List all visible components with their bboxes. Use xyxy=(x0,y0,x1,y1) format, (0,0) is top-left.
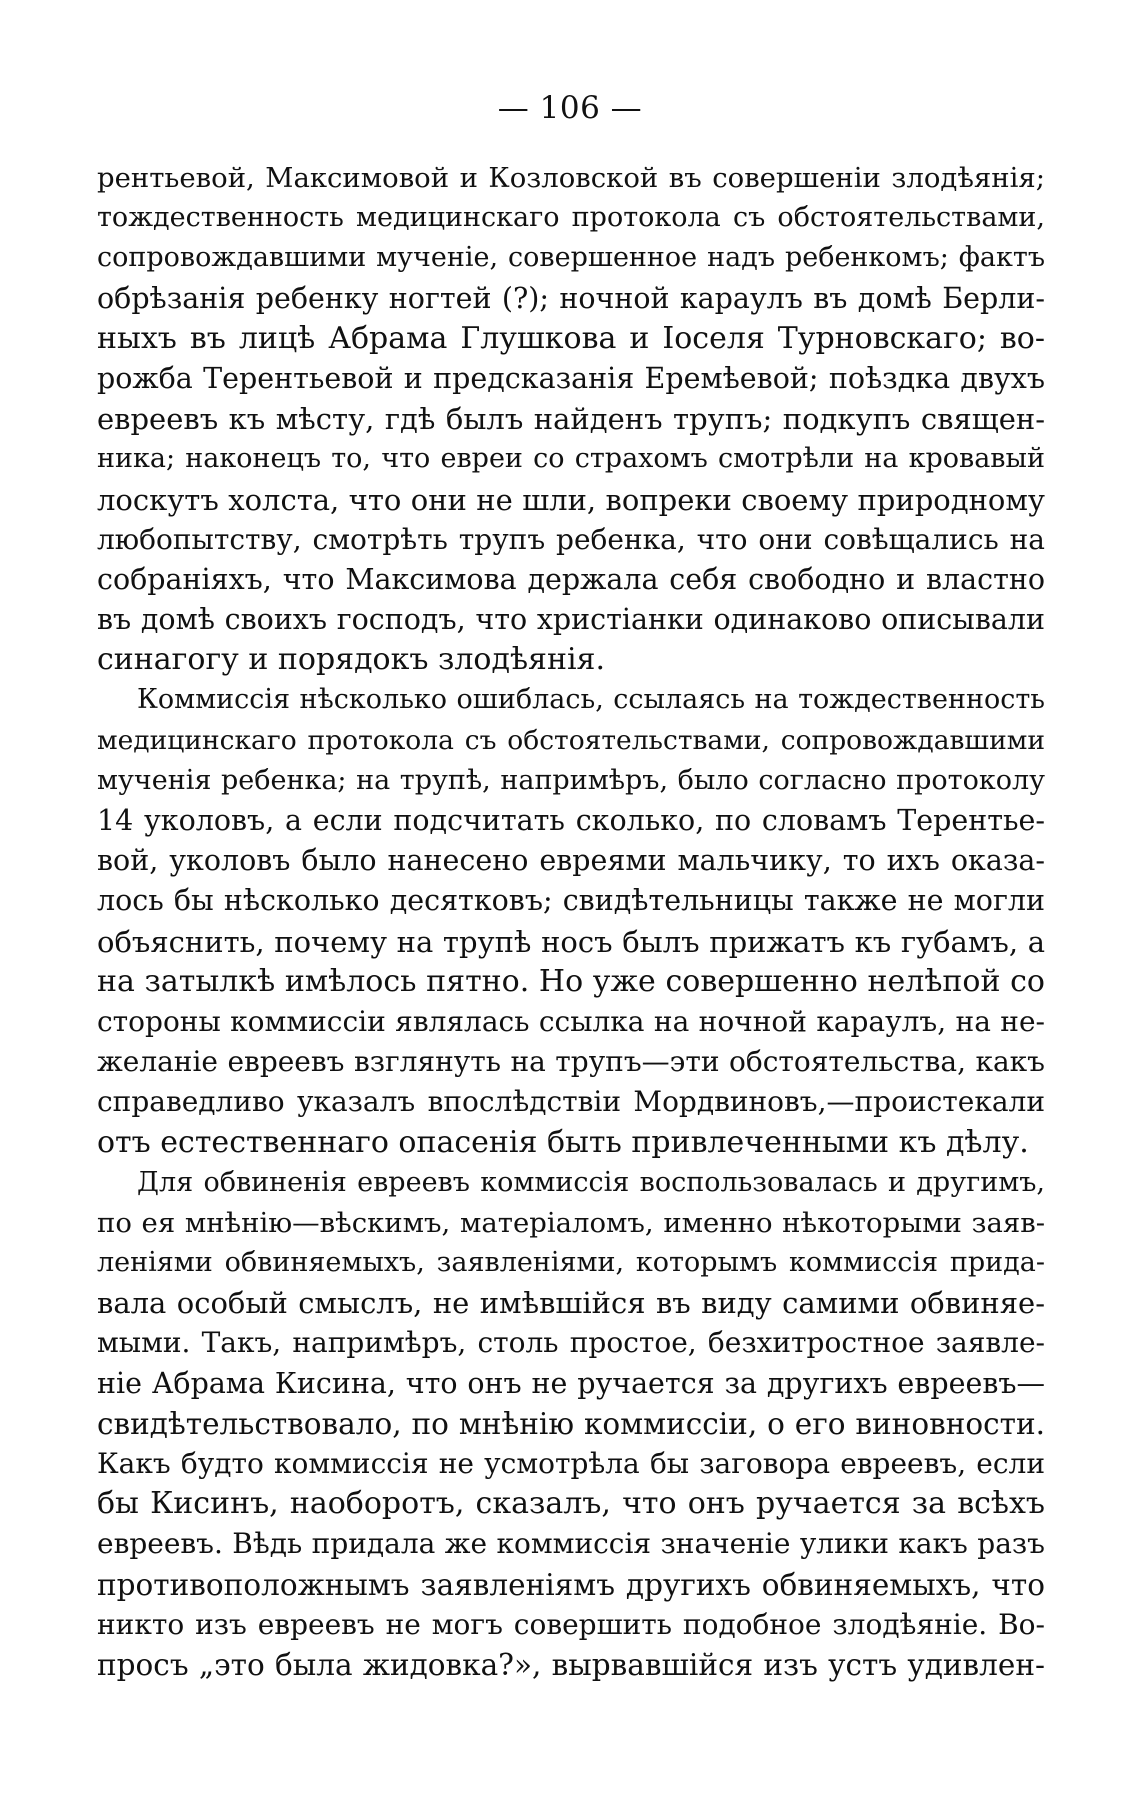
text-line: желаніе евреевъ взглянуть на трупъ—эти обстоятельства, какъ xyxy=(97,1045,1045,1079)
text-line: евреевъ. Вѣдь придала же коммиссія значеніе улики какъ разъ xyxy=(97,1527,1045,1561)
text-line: по ея мнѣнію—вѣскимъ, матеріаломъ, именно нѣкоторыми заяв- xyxy=(97,1206,1045,1239)
text-line: справедливо указалъ впослѣдствіи Мордвиновъ,—проистекали xyxy=(97,1085,1045,1119)
text-line: рожба Терентьевой и предсказанія Еремѣевой; поѣздка двухъ xyxy=(97,361,1045,395)
text-line: лось бы нѣсколько десятковъ; свидѣтельницы также не могли xyxy=(97,884,1045,918)
text-line: рентьевой, Максимовой и Козловской въ совершеніи злодѣянія; xyxy=(97,162,1045,194)
text-line: синагогу и порядокъ злодѣянія. xyxy=(97,642,606,678)
text-line: медицинскаго протокола съ обстоятельствами, сопровождавшими xyxy=(97,724,1045,756)
text-line: никто изъ евреевъ не могъ совершить подобное злодѣяніе. Во- xyxy=(97,1607,1045,1641)
body-text xyxy=(97,158,1045,1685)
text-line: мыми. Такъ, напримѣръ, столь простое, безхитростное заявле- xyxy=(97,1326,1045,1360)
text-line: на затылкѣ имѣлось пятно. Но уже совершенно нелѣпой со xyxy=(97,963,1045,999)
text-line: мученія ребенка; на трупѣ, напримѣръ, было согласно протоколу xyxy=(97,764,1045,796)
text-line: леніями обвиняемыхъ, заявленіями, которымъ коммиссія прида- xyxy=(97,1247,1045,1279)
text-line: обрѣзанія ребенку ногтей (?); ночной караулъ въ домѣ Берли- xyxy=(97,281,1045,315)
text-line: противоположнымъ заявленіямъ другихъ обвиняемыхъ, что xyxy=(97,1567,1045,1602)
text-line: стороны коммиссіи являлась ссылка на ночной караулъ, на не- xyxy=(97,1004,1045,1038)
text-line: Коммиссія нѣсколько ошиблась, ссылаясь на тождественность xyxy=(137,684,1045,716)
text-line: свидѣтельствовало, по мнѣнію коммиссіи, о его виновности. xyxy=(97,1406,1045,1441)
text-line: лоскутъ холста, что они не шли, вопреки своему природному xyxy=(97,482,1045,517)
text-line: отъ естественнаго опасенія быть привлеченными къ дѣлу. xyxy=(97,1124,1029,1160)
text-line: собраніяхъ, что Максимова держала себя свободно и властно xyxy=(97,562,1045,596)
text-line: бы Кисинъ, наоборотъ, сказалъ, что онъ ручается за всѣхъ xyxy=(97,1486,1045,1522)
text-line: въ домѣ своихъ господъ, что христіанки одинаково описывали xyxy=(97,603,1045,637)
text-line: вой, уколовъ было нанесено евреями мальчику, то ихъ оказа- xyxy=(97,844,1045,878)
text-line: 14 уколовъ, а если подсчитать сколько, по словамъ Терентье- xyxy=(97,804,1045,837)
text-line: вала особый смыслъ, не имѣвшійся въ виду самими обвиняе- xyxy=(97,1286,1045,1321)
text-line: тождественность медицинскаго протокола съ обстоятельствами, xyxy=(97,202,1045,234)
page-number: — 106 — xyxy=(497,90,643,126)
text-line: сопровождавшими мученіе, совершенное надъ ребенкомъ; фактъ xyxy=(97,242,1045,274)
text-line: ныхъ въ лицѣ Абрама Глушкова и Іоселя Турновскаго; во- xyxy=(97,320,1045,356)
text-line: просъ „это была жидовка?», вырвавшійся изъ устъ удивлен- xyxy=(97,1647,1045,1682)
text-line: любопытству, смотрѣть трупъ ребенка, что они совѣщались на xyxy=(97,522,1045,556)
text-line: Для обвиненія евреевъ коммиссія воспользовалась и другимъ, xyxy=(137,1166,1045,1198)
text-line: евреевъ къ мѣсту, гдѣ былъ найденъ трупъ; подкупъ священ- xyxy=(97,402,1045,437)
text-line: ника; наконецъ то, что евреи со страхомъ смотрѣли на кровавый xyxy=(97,443,1045,475)
text-line: ніе Абрама Кисина, что онъ не ручается за другихъ евреевъ— xyxy=(97,1366,1045,1400)
text-line: объяснить, почему на трупѣ носъ былъ прижатъ къ губамъ, а xyxy=(97,924,1045,959)
text-line: Какъ будто коммиссія не усмотрѣла бы заговора евреевъ, если xyxy=(97,1447,1045,1480)
